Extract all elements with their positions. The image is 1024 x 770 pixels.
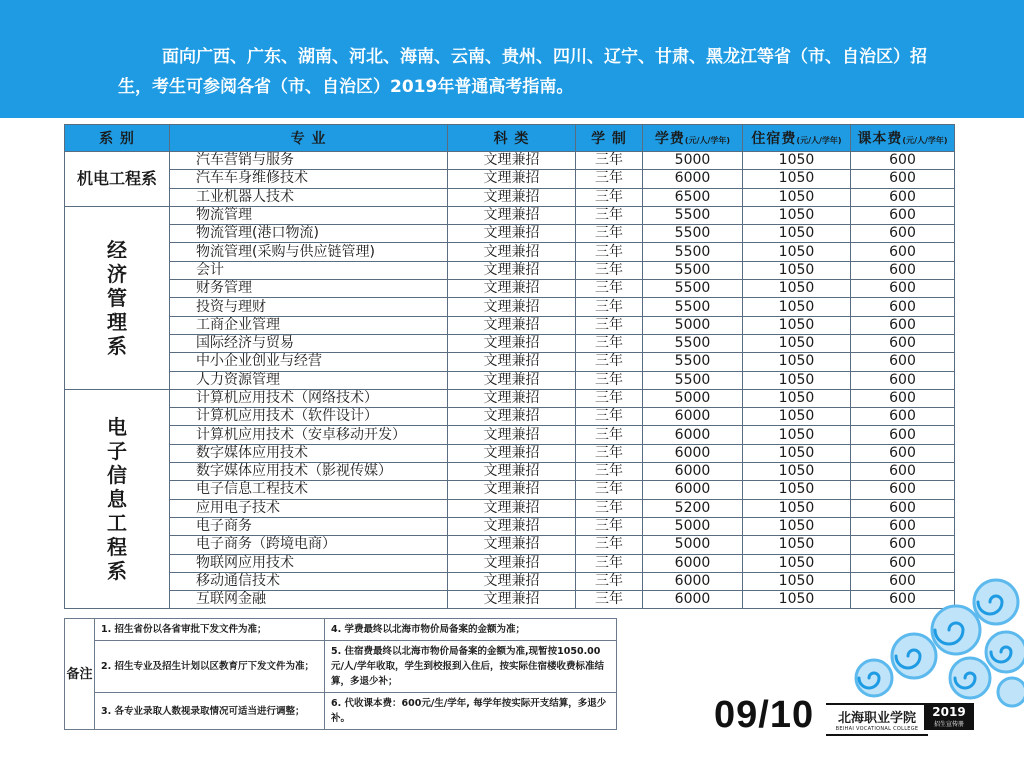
dorm-cell: 1050: [743, 591, 851, 609]
dorm-cell: 1050: [743, 481, 851, 499]
textbook-cell: 600: [851, 408, 955, 426]
note-item: 4. 学费最终以北海市物价局备案的金额为准；: [325, 619, 617, 641]
dorm-cell: 1050: [743, 463, 851, 481]
category-cell: 文理兼招: [448, 188, 576, 206]
table-row: [65, 225, 955, 243]
textbook-cell: 600: [851, 280, 955, 298]
duration-cell: 三年: [576, 316, 643, 334]
tuition-cell: 6500: [643, 188, 743, 206]
college-logo: [826, 703, 928, 736]
major-cell: 人力资源管理: [170, 371, 448, 389]
tuition-cell: 5500: [643, 280, 743, 298]
department-name: 机电工程系: [76, 169, 157, 189]
major-cell: 工商企业管理: [170, 316, 448, 334]
duration-cell: 三年: [576, 444, 643, 462]
textbook-cell: 600: [851, 170, 955, 188]
header-tuition: [643, 125, 743, 152]
dorm-cell: 1050: [743, 225, 851, 243]
note-item: 6. 代收课本费：600元/生/学年, 每学年按实际开支结算，多退少补。: [325, 693, 617, 730]
category-cell: 文理兼招: [448, 243, 576, 261]
major-cell: 计算机应用技术（网络技术）: [170, 389, 448, 407]
major-cell: 应用电子技术: [170, 499, 448, 517]
tuition-cell: 5500: [643, 298, 743, 316]
duration-cell: 三年: [576, 261, 643, 279]
table-row: [65, 499, 955, 517]
dorm-cell: 1050: [743, 444, 851, 462]
notes-row: [65, 619, 617, 641]
tuition-cell: 6000: [643, 170, 743, 188]
category-cell: 文理兼招: [448, 261, 576, 279]
category-cell: 文理兼招: [448, 225, 576, 243]
table-header-row: [65, 125, 955, 152]
header-textbook-label: 课本费: [857, 131, 903, 147]
duration-cell: 三年: [576, 554, 643, 572]
header-category: 科 类: [448, 125, 576, 152]
header-dorm-label: 住宿费: [751, 131, 797, 147]
category-cell: 文理兼招: [448, 170, 576, 188]
college-name-en: BEIHAI VOCATIONAL COLLEGE: [835, 726, 919, 732]
dorm-cell: 1050: [743, 353, 851, 371]
year-badge: [924, 703, 974, 730]
table-row: [65, 353, 955, 371]
major-cell: 国际经济与贸易: [170, 334, 448, 352]
duration-cell: 三年: [576, 426, 643, 444]
table-row: [65, 371, 955, 389]
duration-cell: 三年: [576, 152, 643, 170]
category-cell: 文理兼招: [448, 316, 576, 334]
table-row: [65, 316, 955, 334]
textbook-cell: 600: [851, 334, 955, 352]
note-item: 5. 住宿费最终以北海市物价局备案的金额为准,现暂按1050.00元/人/学年收取，学生到校报到入住后，按实际住宿楼收费标准结算，多退少补；: [325, 641, 617, 693]
textbook-cell: 600: [851, 536, 955, 554]
major-cell: 数字媒体应用技术: [170, 444, 448, 462]
major-cell: 数字媒体应用技术（影视传媒）: [170, 463, 448, 481]
dorm-cell: 1050: [743, 316, 851, 334]
textbook-cell: 600: [851, 481, 955, 499]
note-item: 1. 招生省份以各省审批下发文件为准；: [95, 619, 325, 641]
admissions-table: [64, 124, 955, 609]
dorm-cell: 1050: [743, 152, 851, 170]
duration-cell: 三年: [576, 188, 643, 206]
header-department: 系 别: [65, 125, 170, 152]
header-textbook-unit: (元/人/学年): [902, 136, 948, 145]
header-major: 专 业: [170, 125, 448, 152]
tuition-cell: 6000: [643, 572, 743, 590]
dorm-cell: 1050: [743, 261, 851, 279]
duration-cell: 三年: [576, 572, 643, 590]
major-cell: 汽车车身维修技术: [170, 170, 448, 188]
major-cell: 中小企业创业与经营: [170, 353, 448, 371]
major-cell: 物联网应用技术: [170, 554, 448, 572]
textbook-cell: 600: [851, 225, 955, 243]
duration-cell: 三年: [576, 170, 643, 188]
table-body: [65, 152, 955, 609]
tuition-cell: 5500: [643, 371, 743, 389]
header-dorm: [743, 125, 851, 152]
header-tuition-unit: (元/人/学年): [684, 136, 731, 145]
textbook-cell: 600: [851, 517, 955, 535]
tuition-cell: 5500: [643, 334, 743, 352]
textbook-cell: 600: [851, 298, 955, 316]
textbook-cell: 600: [851, 389, 955, 407]
category-cell: 文理兼招: [448, 463, 576, 481]
textbook-cell: 600: [851, 353, 955, 371]
duration-cell: 三年: [576, 389, 643, 407]
tuition-cell: 6000: [643, 444, 743, 462]
duration-cell: 三年: [576, 353, 643, 371]
tuition-cell: 5200: [643, 499, 743, 517]
major-cell: 财务管理: [170, 280, 448, 298]
table-row: [65, 170, 955, 188]
textbook-cell: 600: [851, 206, 955, 224]
major-cell: 电子商务（跨境电商）: [170, 536, 448, 554]
table-row: [65, 188, 955, 206]
duration-cell: 三年: [576, 536, 643, 554]
dorm-cell: 1050: [743, 554, 851, 572]
dorm-cell: 1050: [743, 389, 851, 407]
major-cell: 电子信息工程技术: [170, 481, 448, 499]
tuition-cell: 5000: [643, 389, 743, 407]
department-name: 经济管理系: [107, 237, 127, 358]
note-item: 2. 招生专业及招生计划以区教育厅下发文件为准；: [95, 641, 325, 693]
category-cell: 文理兼招: [448, 444, 576, 462]
dorm-cell: 1050: [743, 517, 851, 535]
dorm-cell: 1050: [743, 243, 851, 261]
dorm-cell: 1050: [743, 206, 851, 224]
department-cell: [65, 152, 170, 207]
major-cell: 移动通信技术: [170, 572, 448, 590]
duration-cell: 三年: [576, 243, 643, 261]
textbook-cell: 600: [851, 261, 955, 279]
category-cell: 文理兼招: [448, 426, 576, 444]
major-cell: 计算机应用技术（安卓移动开发）: [170, 426, 448, 444]
textbook-cell: 600: [851, 591, 955, 609]
dorm-cell: 1050: [743, 499, 851, 517]
table-row: [65, 152, 955, 170]
duration-cell: 三年: [576, 280, 643, 298]
department-cell: [65, 389, 170, 609]
category-cell: 文理兼招: [448, 572, 576, 590]
duration-cell: 三年: [576, 481, 643, 499]
tuition-cell: 5000: [643, 517, 743, 535]
textbook-cell: 600: [851, 444, 955, 462]
table-row: [65, 389, 955, 407]
notes-table: [64, 618, 617, 730]
category-cell: 文理兼招: [448, 481, 576, 499]
department-cell: [65, 206, 170, 389]
dorm-cell: 1050: [743, 188, 851, 206]
major-cell: 互联网金融: [170, 591, 448, 609]
major-cell: 工业机器人技术: [170, 188, 448, 206]
table-row: [65, 481, 955, 499]
major-cell: 汽车营销与服务: [170, 152, 448, 170]
duration-cell: 三年: [576, 371, 643, 389]
category-cell: 文理兼招: [448, 334, 576, 352]
major-cell: 电子商务: [170, 517, 448, 535]
category-cell: 文理兼招: [448, 591, 576, 609]
category-cell: 文理兼招: [448, 499, 576, 517]
page-number: 09/10: [714, 694, 815, 736]
table-row: [65, 536, 955, 554]
category-cell: 文理兼招: [448, 152, 576, 170]
duration-cell: 三年: [576, 334, 643, 352]
dorm-cell: 1050: [743, 426, 851, 444]
duration-cell: 三年: [576, 225, 643, 243]
major-cell: 物流管理(采购与供应链管理): [170, 243, 448, 261]
duration-cell: 三年: [576, 591, 643, 609]
category-cell: 文理兼招: [448, 371, 576, 389]
tuition-cell: 5500: [643, 206, 743, 224]
table-row: [65, 243, 955, 261]
tuition-cell: 6000: [643, 463, 743, 481]
table-row: [65, 334, 955, 352]
department-name: 电子信息工程系: [107, 415, 127, 584]
duration-cell: 三年: [576, 499, 643, 517]
textbook-cell: 600: [851, 371, 955, 389]
major-cell: 计算机应用技术（软件设计）: [170, 408, 448, 426]
major-cell: 投资与理财: [170, 298, 448, 316]
major-cell: 物流管理: [170, 206, 448, 224]
tuition-cell: 5000: [643, 536, 743, 554]
tuition-cell: 6000: [643, 426, 743, 444]
category-cell: 文理兼招: [448, 517, 576, 535]
tuition-cell: 5000: [643, 152, 743, 170]
header-dorm-unit: (元/人/学年): [796, 136, 842, 145]
tuition-cell: 5500: [643, 243, 743, 261]
header-banner: [0, 0, 1024, 118]
textbook-cell: 600: [851, 499, 955, 517]
textbook-cell: 600: [851, 152, 955, 170]
header-tuition-label: 学费: [654, 131, 685, 147]
dorm-cell: 1050: [743, 408, 851, 426]
table-row: [65, 463, 955, 481]
dorm-cell: 1050: [743, 536, 851, 554]
duration-cell: 三年: [576, 463, 643, 481]
header-duration: 学 制: [576, 125, 643, 152]
college-name-cn: 北海职业学院: [837, 711, 916, 726]
table-row: [65, 261, 955, 279]
table-row: [65, 444, 955, 462]
category-cell: 文理兼招: [448, 353, 576, 371]
major-cell: 物流管理(港口物流): [170, 225, 448, 243]
swirl-decoration: [774, 560, 1024, 770]
table-row: [65, 206, 955, 224]
textbook-cell: 600: [851, 188, 955, 206]
dorm-cell: 1050: [743, 170, 851, 188]
category-cell: 文理兼招: [448, 536, 576, 554]
textbook-cell: 600: [851, 316, 955, 334]
textbook-cell: 600: [851, 426, 955, 444]
tuition-cell: 6000: [643, 591, 743, 609]
tuition-cell: 6000: [643, 408, 743, 426]
note-item: 3. 各专业录取人数视录取情况可适当进行调整；: [95, 693, 325, 730]
category-cell: 文理兼招: [448, 206, 576, 224]
tuition-cell: 5000: [643, 316, 743, 334]
duration-cell: 三年: [576, 408, 643, 426]
tuition-cell: 5500: [643, 353, 743, 371]
tuition-cell: 6000: [643, 481, 743, 499]
tuition-cell: 6000: [643, 554, 743, 572]
textbook-cell: 600: [851, 243, 955, 261]
textbook-cell: 600: [851, 554, 955, 572]
category-cell: 文理兼招: [448, 408, 576, 426]
table-row: [65, 426, 955, 444]
badge-brochure: 招生宣传册: [933, 721, 964, 728]
table-row: [65, 298, 955, 316]
tuition-cell: 5500: [643, 225, 743, 243]
dorm-cell: 1050: [743, 334, 851, 352]
duration-cell: 三年: [576, 517, 643, 535]
dorm-cell: 1050: [743, 371, 851, 389]
major-cell: 会计: [170, 261, 448, 279]
dorm-cell: 1050: [743, 572, 851, 590]
header-textbook: [851, 125, 955, 152]
notes-label: 备注: [65, 619, 95, 730]
dorm-cell: 1050: [743, 298, 851, 316]
table-row: [65, 280, 955, 298]
category-cell: 文理兼招: [448, 298, 576, 316]
notes-row: [65, 641, 617, 693]
table-row: [65, 517, 955, 535]
category-cell: 文理兼招: [448, 280, 576, 298]
notes-row: [65, 693, 617, 730]
duration-cell: 三年: [576, 298, 643, 316]
intro-text: 面向广西、广东、湖南、河北、海南、云南、贵州、四川、辽宁、甘肃、黑龙江等省（市、自治区）招生，考生可参阅各省（市、自治区）2019年普通高考指南。: [118, 47, 927, 97]
textbook-cell: 600: [851, 572, 955, 590]
textbook-cell: 600: [851, 463, 955, 481]
dorm-cell: 1050: [743, 280, 851, 298]
category-cell: 文理兼招: [448, 554, 576, 572]
table-row: [65, 408, 955, 426]
category-cell: 文理兼招: [448, 389, 576, 407]
duration-cell: 三年: [576, 206, 643, 224]
badge-year: 2019: [932, 705, 966, 719]
tuition-cell: 5500: [643, 261, 743, 279]
